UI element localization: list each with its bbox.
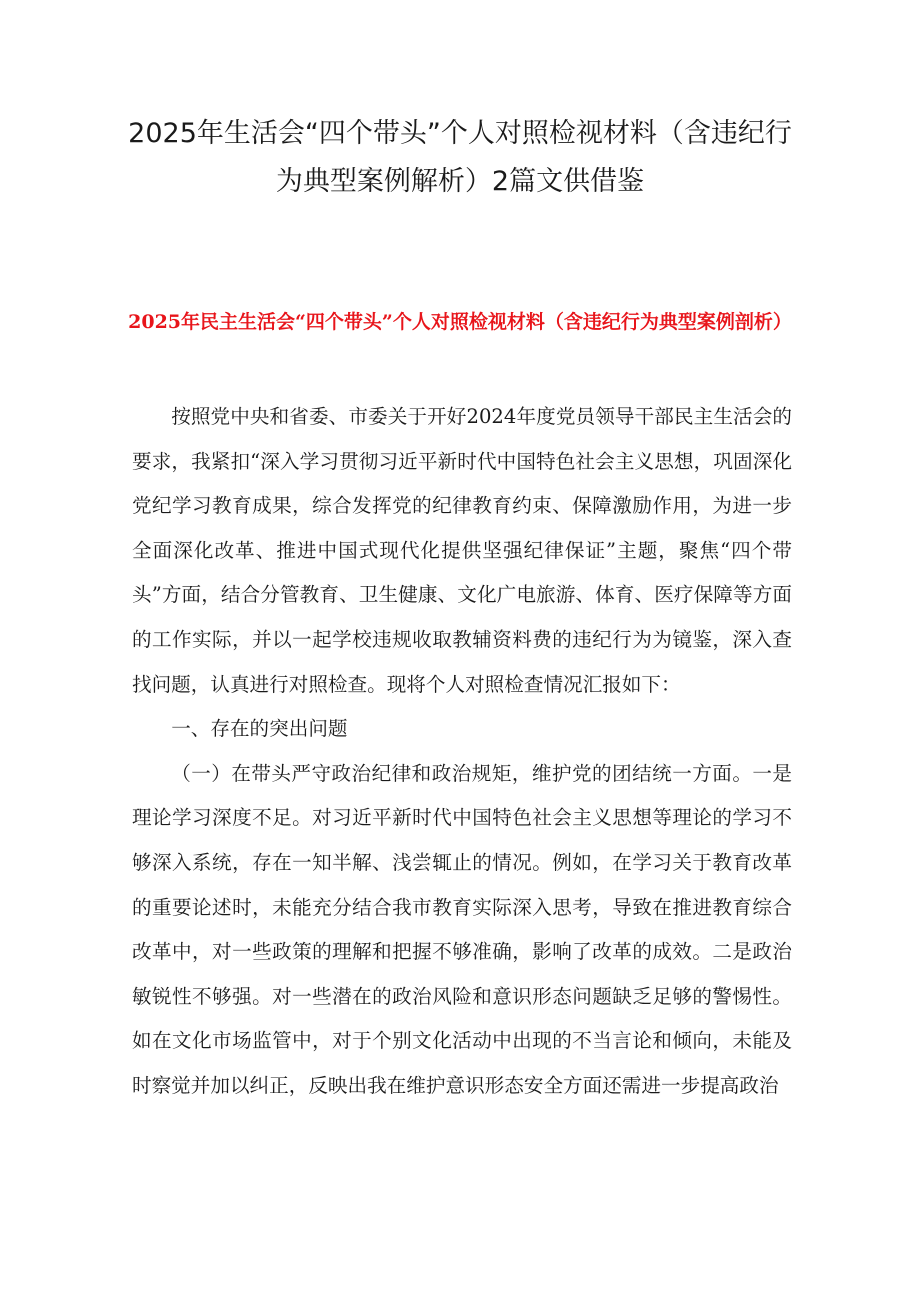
document-main-title: 2025年生活会“四个带头”个人对照检视材料（含违纪行为典型案例解析）2篇文供借鉴 (128, 118, 792, 197)
section-paragraph: （一）在带头严守政治纪律和政治规矩，维护党的团结统一方面。一是理论学习深度不足。对习近平新时代中国特色社会主义思想等理论的学习不够深入系统，存在一知半解、浅尝辄止的情况。例如，在学习关于教育改革的重要论述时，未能充分结合我市教育实际深入思考，导致在推进教育综合改革中，对一些政策的理解和把握不够准确，影响了改革的成效。二是政治敏锐性不够强。对一些潜在的政治风险和意识形态问题缺乏足够的警惕性。如在文化市场监管中，对于个别文化活动中出现的不当言论和倾向，未能及时察觉并加以纠正，反映出我在维护意识形态安全方面还需进一步提高政治 (132, 761, 792, 1097)
article-title: 2025年民主生活会“四个带头”个人对照检视材料（含违纪行为典型案例剖析） (128, 311, 792, 333)
article-body (132, 395, 792, 1109)
section-heading: 一、存在的突出问题 (171, 717, 348, 741)
intro-paragraph: 按照党中央和省委、市委关于开好2024年度党员领导干部民主生活会的要求，我紧扣“深入学习贯彻习近平新时代中国特色社会主义思想，巩固深化党纪学习教育成果，综合发挥党的纪律教育约束、保障激励作用，为进一步全面深化改革、推进中国式现代化提供坚强纪律保证”主题，聚焦“四个带头”方面，结合分管教育、卫生健康、文化广电旅游、体育、医疗保障等方面的工作实际，并以一起学校违规收取教辅资料费的违纪行为为镜鉴，深入查找问题，认真进行对照检查。现将个人对照检查情况汇报如下： (132, 405, 792, 696)
